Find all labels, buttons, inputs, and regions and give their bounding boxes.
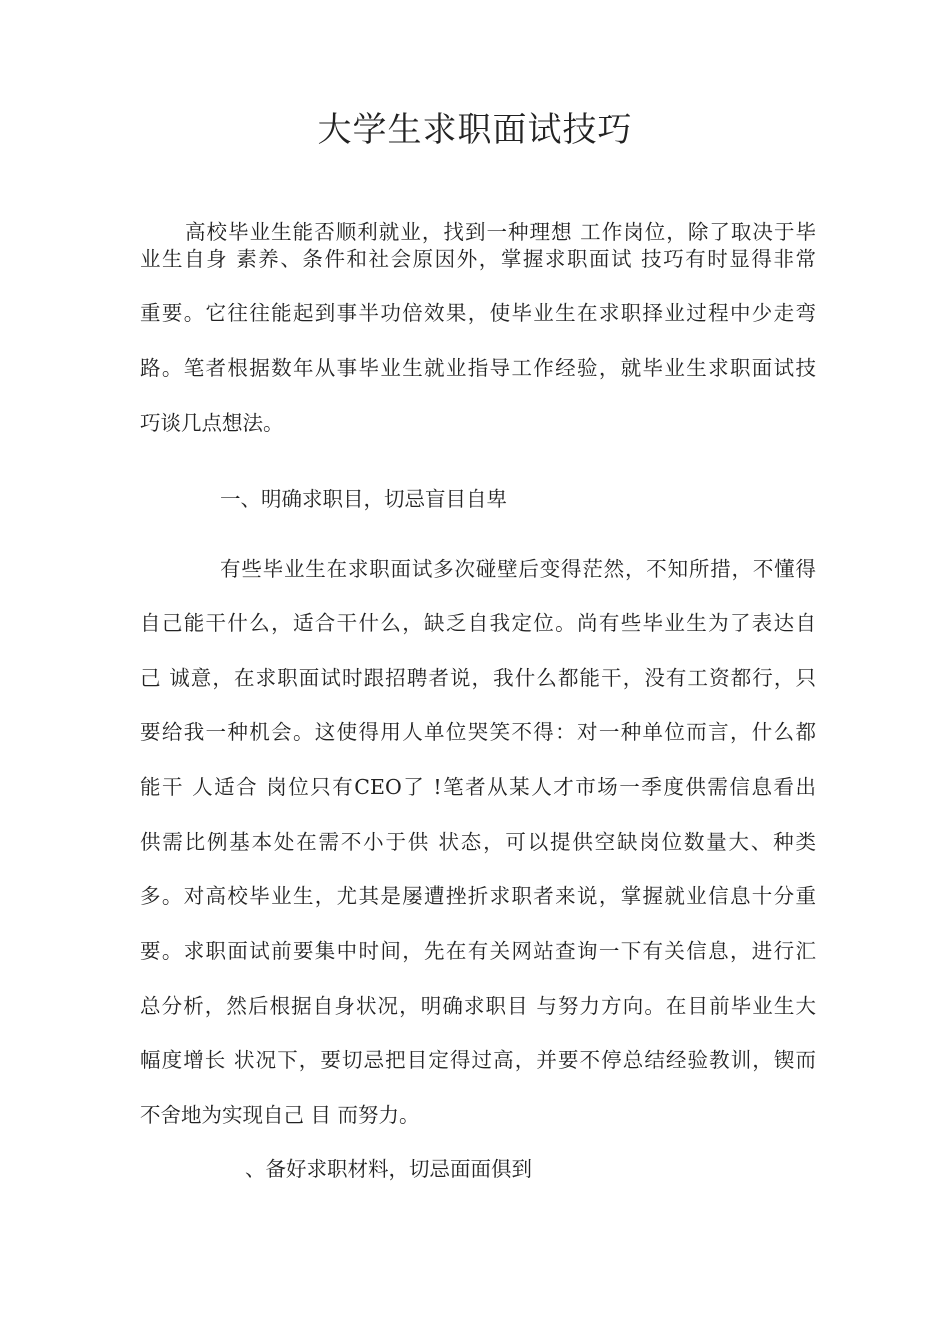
document-title: 大学生求职面试技巧 xyxy=(317,110,633,150)
paragraph-line: 重要。它往往能起到事半功倍效果，使毕业生在求职择业过程中少走弯 xyxy=(140,301,816,325)
paragraph-line: 供需比例基本处在需不小于供 状态，可以提供空缺岗位数量大、种类 xyxy=(140,830,816,854)
paragraph-line: 要给我一种机会。这使得用人单位哭笑不得：对一种单位而言，什么都 xyxy=(140,720,816,744)
paragraph-line: 路。笔者根据数年从事毕业生就业指导工作经验，就毕业生求职面试技 xyxy=(140,356,816,380)
paragraph-line: 高校毕业生能否顺利就业，找到一种理想 工作岗位，除了取决于毕 xyxy=(185,220,816,244)
paragraph-line: 能干 人适合 岗位只有CEO了 !笔者从某人才市场一季度供需信息看出 xyxy=(140,775,816,799)
paragraph-line: 巧谈几点想法。 xyxy=(140,411,284,435)
paragraph-line: 业生自身 素养、条件和社会原因外，掌握求职面试 技巧有时显得非常 xyxy=(140,247,816,271)
paragraph-line: 自己能干什么，适合干什么，缺乏自我定位。尚有些毕业生为了表达自 xyxy=(140,611,816,635)
section-heading: 、备好求职材料，切忌面面俱到 xyxy=(245,1157,532,1181)
paragraph-line: 不舍地为实现自己 目 而努力。 xyxy=(140,1103,420,1127)
section-heading: 一、明确求职目，切忌盲目自卑 xyxy=(220,487,507,511)
paragraph-line: 多。对高校毕业生，尤其是屡遭挫折求职者来说，掌握就业信息十分重 xyxy=(140,884,816,908)
paragraph-line: 己 诚意，在求职面试时跟招聘者说，我什么都能干，没有工资都行，只 xyxy=(140,666,816,690)
paragraph-line: 总分析，然后根据自身状况，明确求职目 与努力方向。在目前毕业生大 xyxy=(140,994,816,1018)
paragraph-line: 有些毕业生在求职面试多次碰壁后变得茫然，不知所措，不懂得 xyxy=(220,557,816,581)
paragraph-line: 要。求职面试前要集中时间，先在有关网站查询一下有关信息，进行汇 xyxy=(140,939,816,963)
paragraph-line: 幅度增长 状况下，要切忌把目定得过高，并要不停总结经验教训，锲而 xyxy=(140,1048,816,1072)
